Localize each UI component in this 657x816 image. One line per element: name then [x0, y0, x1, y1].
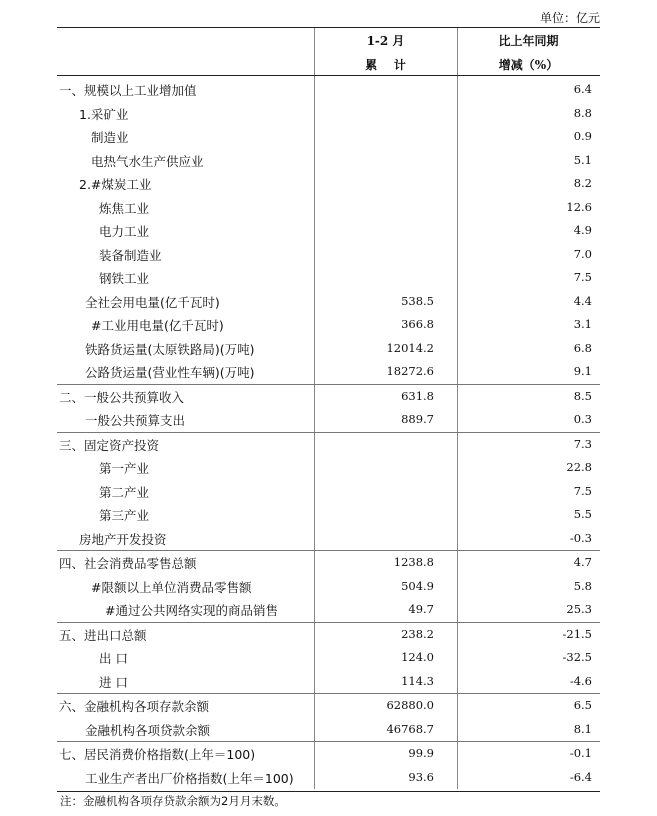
row-yoy-change: -0.1 — [569, 746, 592, 760]
row-yoy-change: 25.3 — [566, 602, 592, 616]
row-label: 七、居民消费价格指数(上年＝100) — [59, 747, 256, 762]
row-yoy-change: 7.5 — [573, 483, 592, 498]
table-row — [57, 408, 600, 432]
row-yoy-change: 7.0 — [573, 246, 592, 261]
table-row — [57, 337, 600, 361]
table-row — [57, 598, 600, 622]
row-label: 钢铁工业 — [99, 271, 150, 286]
row-yoy-change: 5.1 — [573, 152, 592, 167]
table-row — [57, 503, 600, 527]
row-label: 一般公共预算支出 — [85, 413, 186, 428]
row-label: 2.#煤炭工业 — [79, 177, 152, 192]
row-yoy-change: 5.5 — [573, 507, 592, 521]
table-row — [57, 718, 600, 742]
row-yoy-change: 9.1 — [573, 364, 592, 378]
row-label: 进 口 — [99, 674, 128, 690]
row-yoy-change: 8.8 — [573, 105, 592, 120]
row-cumulative-value: 889.7 — [401, 412, 434, 426]
row-cumulative-value: 504.9 — [401, 578, 434, 593]
row-cumulative-value: 1238.8 — [393, 555, 434, 569]
row-cumulative-value: 124.0 — [401, 650, 434, 664]
row-label: 四、社会消费品零售总额 — [59, 556, 197, 571]
table-row — [57, 693, 600, 718]
row-label: 第一产业 — [99, 461, 150, 476]
table-row — [57, 766, 600, 790]
row-yoy-change: -4.6 — [569, 673, 592, 688]
table-row — [57, 149, 600, 173]
row-yoy-change: 4.7 — [573, 555, 592, 569]
row-cumulative-value: 538.5 — [401, 293, 434, 308]
unit-label: 单位：亿元 — [520, 9, 600, 28]
table-row — [57, 313, 600, 337]
table-row — [57, 219, 600, 243]
row-label: 房地产开发投资 — [79, 531, 167, 547]
table-row — [57, 527, 600, 551]
row-yoy-change: 8.1 — [573, 721, 592, 736]
row-label: 二、一般公共预算收入 — [59, 389, 185, 405]
row-cumulative-value: 46768.7 — [386, 721, 434, 736]
statistics-table — [57, 27, 600, 792]
table-row — [57, 172, 600, 196]
row-label: 炼焦工业 — [99, 200, 150, 216]
header-cumulative — [314, 29, 457, 77]
footnote: 注：金融机构各项存贷款余额为2月月末数。 — [60, 794, 286, 808]
row-yoy-change: 5.8 — [573, 578, 592, 593]
row-cumulative-value: 62880.0 — [386, 698, 434, 712]
table-row — [57, 432, 600, 457]
row-label: 第二产业 — [99, 484, 150, 500]
row-label: 公路货运量(营业性车辆)(万吨) — [85, 365, 255, 380]
row-yoy-change: 7.3 — [573, 436, 592, 451]
header-cumulative-line1: 1-2 月 — [366, 34, 405, 48]
row-yoy-change: 12.6 — [566, 199, 592, 214]
header-yoy-change — [457, 29, 600, 77]
row-yoy-change: 3.1 — [573, 317, 592, 331]
table-row — [57, 290, 600, 314]
row-yoy-change: 7.5 — [573, 270, 592, 284]
row-label: 装备制造业 — [99, 247, 162, 263]
row-label: 金融机构各项贷款余额 — [85, 722, 211, 738]
table-row — [57, 196, 600, 220]
row-label: 电热气水生产供应业 — [91, 153, 204, 169]
row-cumulative-value: 93.6 — [408, 769, 434, 784]
table-row — [57, 360, 600, 384]
table-row — [57, 456, 600, 480]
row-yoy-change: -0.3 — [569, 530, 592, 545]
row-label: 第三产业 — [99, 508, 150, 523]
row-yoy-change: -32.5 — [562, 650, 592, 664]
row-yoy-change: 0.9 — [573, 129, 592, 143]
row-cumulative-value: 12014.2 — [386, 340, 434, 355]
row-yoy-change: 8.2 — [573, 176, 592, 190]
row-yoy-change: 0.3 — [573, 412, 592, 426]
row-cumulative-value: 114.3 — [401, 673, 434, 688]
row-label: #通过公共网络实现的商品销售 — [105, 603, 278, 618]
table-row — [57, 575, 600, 599]
row-label: 铁路货运量(太原铁路局)(万吨) — [85, 341, 255, 357]
row-cumulative-value: 366.8 — [401, 317, 434, 331]
table-row — [57, 78, 600, 102]
row-yoy-change: 4.9 — [573, 223, 592, 237]
row-label: #限额以上单位消费品零售额 — [91, 579, 252, 595]
row-label: 工业生产者出厂价格指数(上年＝100) — [85, 770, 294, 786]
row-label: 五、进出口总额 — [59, 627, 147, 643]
header-yoy-line2: 增减（%） — [498, 58, 559, 72]
row-cumulative-value: 49.7 — [408, 602, 434, 616]
row-yoy-change: -6.4 — [569, 769, 592, 784]
table-row — [57, 243, 600, 267]
row-yoy-change: 6.4 — [573, 82, 592, 96]
row-yoy-change: 6.5 — [573, 698, 592, 712]
header-cumulative-line2: 累 计 — [365, 58, 406, 72]
row-label: 全社会用电量(亿千瓦时) — [85, 294, 220, 310]
table-row — [57, 622, 600, 647]
row-yoy-change: 22.8 — [566, 460, 592, 474]
header-yoy-line1: 比上年同期 — [498, 34, 559, 48]
row-label: #工业用电量(亿千瓦时) — [91, 318, 224, 333]
row-cumulative-value: 238.2 — [401, 626, 434, 641]
row-yoy-change: 8.5 — [573, 388, 592, 403]
row-label: 出 口 — [99, 651, 128, 666]
row-yoy-change: 6.8 — [573, 340, 592, 355]
row-cumulative-value: 99.9 — [408, 746, 434, 760]
table-row — [57, 384, 600, 409]
table-header — [57, 28, 600, 76]
row-yoy-change: 4.4 — [573, 293, 592, 308]
row-label: 六、金融机构各项存款余额 — [59, 699, 210, 714]
table-body — [57, 78, 600, 789]
row-cumulative-value: 631.8 — [401, 388, 434, 403]
table-row — [57, 550, 600, 575]
table-row — [57, 480, 600, 504]
table-row — [57, 125, 600, 149]
row-label: 制造业 — [91, 130, 129, 145]
table-row — [57, 741, 600, 766]
row-cumulative-value: 18272.6 — [386, 364, 434, 378]
table-row — [57, 266, 600, 290]
row-label: 1.采矿业 — [79, 106, 129, 122]
row-label: 电力工业 — [99, 224, 150, 239]
row-yoy-change: -21.5 — [562, 626, 592, 641]
table-row — [57, 670, 600, 694]
row-label: 一、规模以上工业增加值 — [59, 83, 197, 98]
table-row — [57, 102, 600, 126]
table-row — [57, 646, 600, 670]
row-label: 三、固定资产投资 — [59, 437, 160, 453]
